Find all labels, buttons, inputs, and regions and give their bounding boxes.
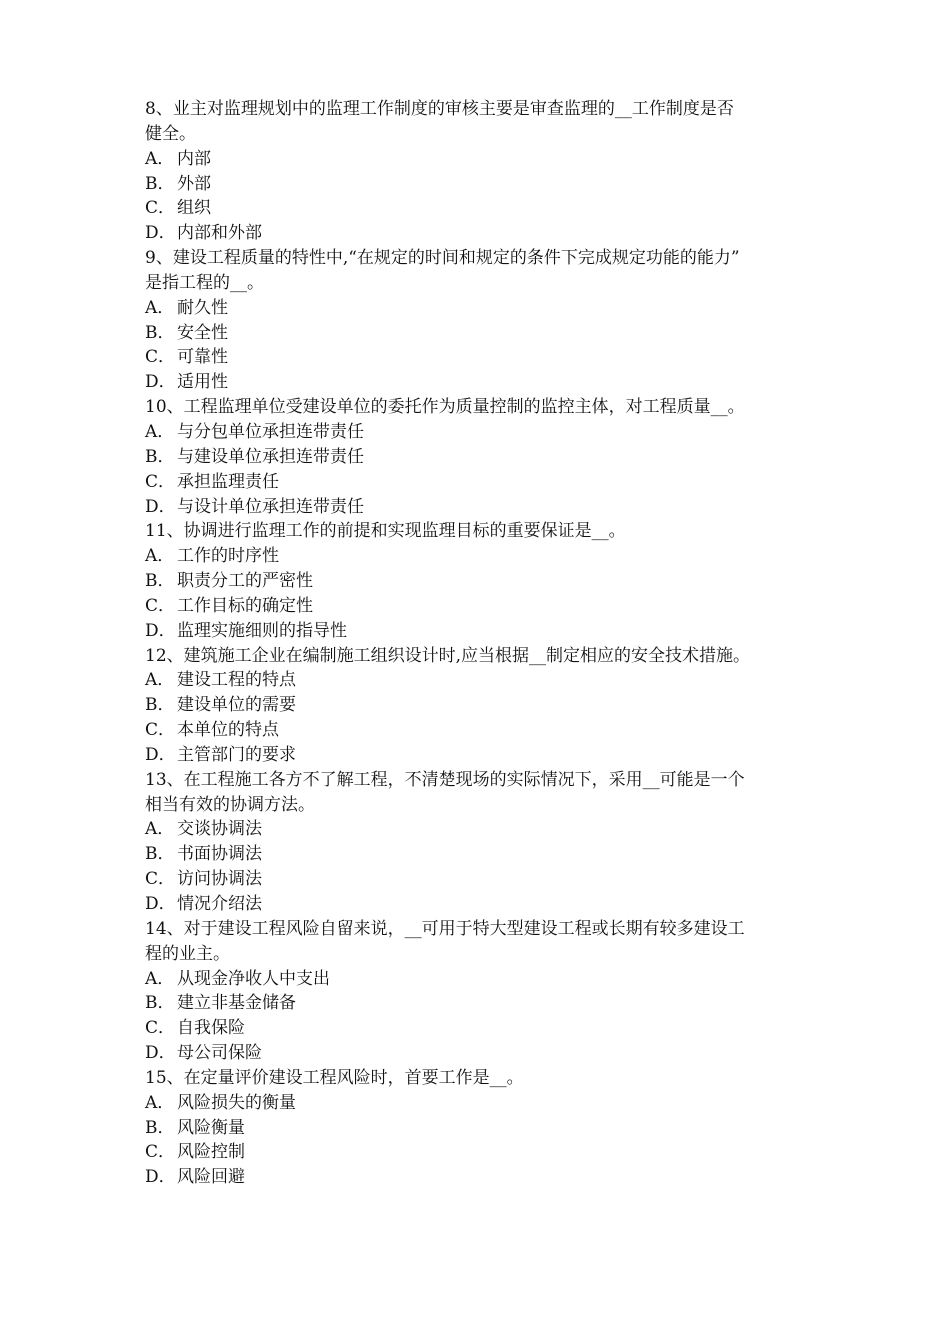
- option-letter: B．: [145, 695, 175, 716]
- option-text: 建设工程的特点: [177, 670, 296, 691]
- option-letter: B．: [145, 993, 175, 1014]
- option-letter: C．: [145, 198, 176, 219]
- answer-option: [145, 668, 810, 693]
- answer-option: [145, 693, 810, 718]
- answer-option: [145, 544, 810, 569]
- option-text: 风险控制: [177, 1142, 245, 1163]
- option-letter: A．: [145, 670, 175, 691]
- option-text: 可靠性: [177, 347, 228, 368]
- option-letter: C．: [145, 869, 176, 890]
- option-text: 适用性: [177, 372, 228, 393]
- question-stem-line: 13、在工程施工各方不了解工程，不清楚现场的实际情况下，采用__可能是一个: [145, 769, 745, 790]
- question-list: [145, 97, 810, 1190]
- answer-option: [145, 619, 810, 644]
- option-text: 安全性: [177, 322, 228, 343]
- option-letter: C．: [145, 471, 176, 492]
- option-letter: B．: [145, 1117, 175, 1138]
- option-letter: C．: [145, 595, 176, 616]
- answer-option: [145, 345, 810, 370]
- answer-option: [145, 445, 810, 470]
- answer-option: [145, 370, 810, 395]
- question-item: [145, 1066, 810, 1190]
- option-text: 工作目标的确定性: [177, 595, 313, 616]
- answer-option: [145, 817, 810, 842]
- question-item: [145, 395, 810, 519]
- answer-option: [145, 842, 810, 867]
- question-stem-line: 14、对于建设工程风险自留来说，__可用于特大型建设工程或长期有较多建设工: [145, 918, 745, 939]
- question-stem-line: 10、工程监理单位受建设单位的委托作为质量控制的监控主体，对工程质量__。: [145, 397, 745, 418]
- question-stem-line: 是指工程的__。: [145, 272, 264, 293]
- question-item: [145, 246, 810, 395]
- question-stem-line: 12、建筑施工企业在编制施工组织设计时,应当根据__制定相应的安全技术措施。: [145, 645, 751, 666]
- option-text: 情况介绍法: [177, 894, 262, 914]
- answer-option: [145, 1016, 810, 1041]
- option-letter: A．: [145, 297, 175, 318]
- answer-option: [145, 1091, 810, 1116]
- question-stem-line: 15、在定量评价建设工程风险时，首要工作是__。: [145, 1067, 524, 1088]
- option-text: 建设单位的需要: [177, 695, 296, 716]
- answer-option: [145, 569, 810, 594]
- option-text: 外部: [177, 173, 211, 194]
- question-stem-line: 9、建设工程质量的特性中,“在规定的时间和规定的条件下完成规定功能的能力”: [145, 248, 740, 269]
- question-item: [145, 917, 810, 1066]
- option-letter: C．: [145, 1018, 176, 1039]
- option-letter: B．: [145, 173, 175, 194]
- option-text: 工作的时序性: [177, 546, 279, 567]
- question-item: [145, 97, 810, 246]
- option-letter: A．: [145, 1092, 175, 1113]
- option-letter: B．: [145, 571, 175, 592]
- question-stem-line: 11、协调进行监理工作的前提和实现监理目标的重要保证是__。: [145, 521, 626, 542]
- answer-option: [145, 470, 810, 495]
- question-stem-line: 相当有效的协调方法。: [145, 794, 315, 815]
- question-stem-line: 健全。: [145, 123, 196, 144]
- option-letter: D．: [145, 1167, 176, 1188]
- answer-option: [145, 1140, 810, 1165]
- option-text: 与设计单位承担连带责任: [177, 496, 364, 517]
- answer-option: [145, 867, 810, 892]
- option-letter: D．: [145, 372, 176, 393]
- option-letter: D．: [145, 894, 176, 914]
- option-text: 职责分工的严密性: [177, 571, 313, 592]
- option-text: 访问协调法: [177, 869, 262, 890]
- option-letter: B．: [145, 446, 175, 467]
- option-text: 从现金净收人中支出: [177, 968, 330, 989]
- option-letter: A．: [145, 421, 175, 442]
- option-text: 自我保险: [177, 1018, 245, 1039]
- option-text: 耐久性: [177, 297, 228, 318]
- answer-option: [145, 892, 810, 917]
- option-letter: D．: [145, 1043, 176, 1064]
- option-text: 承担监理责任: [177, 471, 279, 492]
- answer-option: [145, 1116, 810, 1141]
- option-text: 母公司保险: [177, 1043, 262, 1064]
- option-letter: D．: [145, 620, 176, 641]
- option-letter: A．: [145, 819, 175, 840]
- question-stem-line: 8、业主对监理规划中的监理工作制度的审核主要是审查监理的__工作制度是否: [145, 99, 734, 119]
- question-item: [145, 644, 810, 768]
- option-text: 本单位的特点: [177, 720, 279, 741]
- option-letter: B．: [145, 844, 175, 865]
- question-item: [145, 519, 810, 643]
- option-letter: C．: [145, 720, 176, 741]
- option-letter: A．: [145, 546, 175, 567]
- option-letter: D．: [145, 223, 176, 244]
- question-stem-line: 程的业主。: [145, 943, 230, 964]
- option-text: 风险衡量: [177, 1117, 245, 1138]
- option-letter: A．: [145, 148, 175, 169]
- answer-option: [145, 594, 810, 619]
- answer-option: [145, 495, 810, 520]
- answer-option: [145, 743, 810, 768]
- answer-option: [145, 296, 810, 321]
- answer-option: [145, 147, 810, 172]
- answer-option: [145, 420, 810, 445]
- answer-option: [145, 718, 810, 743]
- option-text: 风险损失的衡量: [177, 1092, 296, 1113]
- answer-option: [145, 196, 810, 221]
- option-text: 主管部门的要求: [177, 744, 296, 765]
- option-text: 内部: [177, 148, 211, 169]
- option-letter: C．: [145, 1142, 176, 1163]
- question-item: [145, 768, 810, 917]
- answer-option: [145, 1165, 810, 1190]
- option-letter: B．: [145, 322, 175, 343]
- option-text: 组织: [177, 198, 211, 219]
- option-text: 风险回避: [177, 1167, 245, 1188]
- option-letter: A．: [145, 968, 175, 989]
- option-text: 书面协调法: [177, 844, 262, 865]
- answer-option: [145, 172, 810, 197]
- answer-option: [145, 221, 810, 246]
- option-text: 与分包单位承担连带责任: [177, 421, 364, 442]
- option-text: 建立非基金储备: [177, 993, 296, 1014]
- option-letter: D．: [145, 744, 176, 765]
- option-text: 监理实施细则的指导性: [177, 620, 347, 641]
- option-text: 与建设单位承担连带责任: [177, 446, 364, 467]
- option-letter: C．: [145, 347, 176, 368]
- option-text: 内部和外部: [177, 223, 262, 244]
- answer-option: [145, 1041, 810, 1066]
- option-letter: D．: [145, 496, 176, 517]
- answer-option: [145, 321, 810, 346]
- answer-option: [145, 967, 810, 992]
- option-text: 交谈协调法: [177, 819, 262, 840]
- answer-option: [145, 991, 810, 1016]
